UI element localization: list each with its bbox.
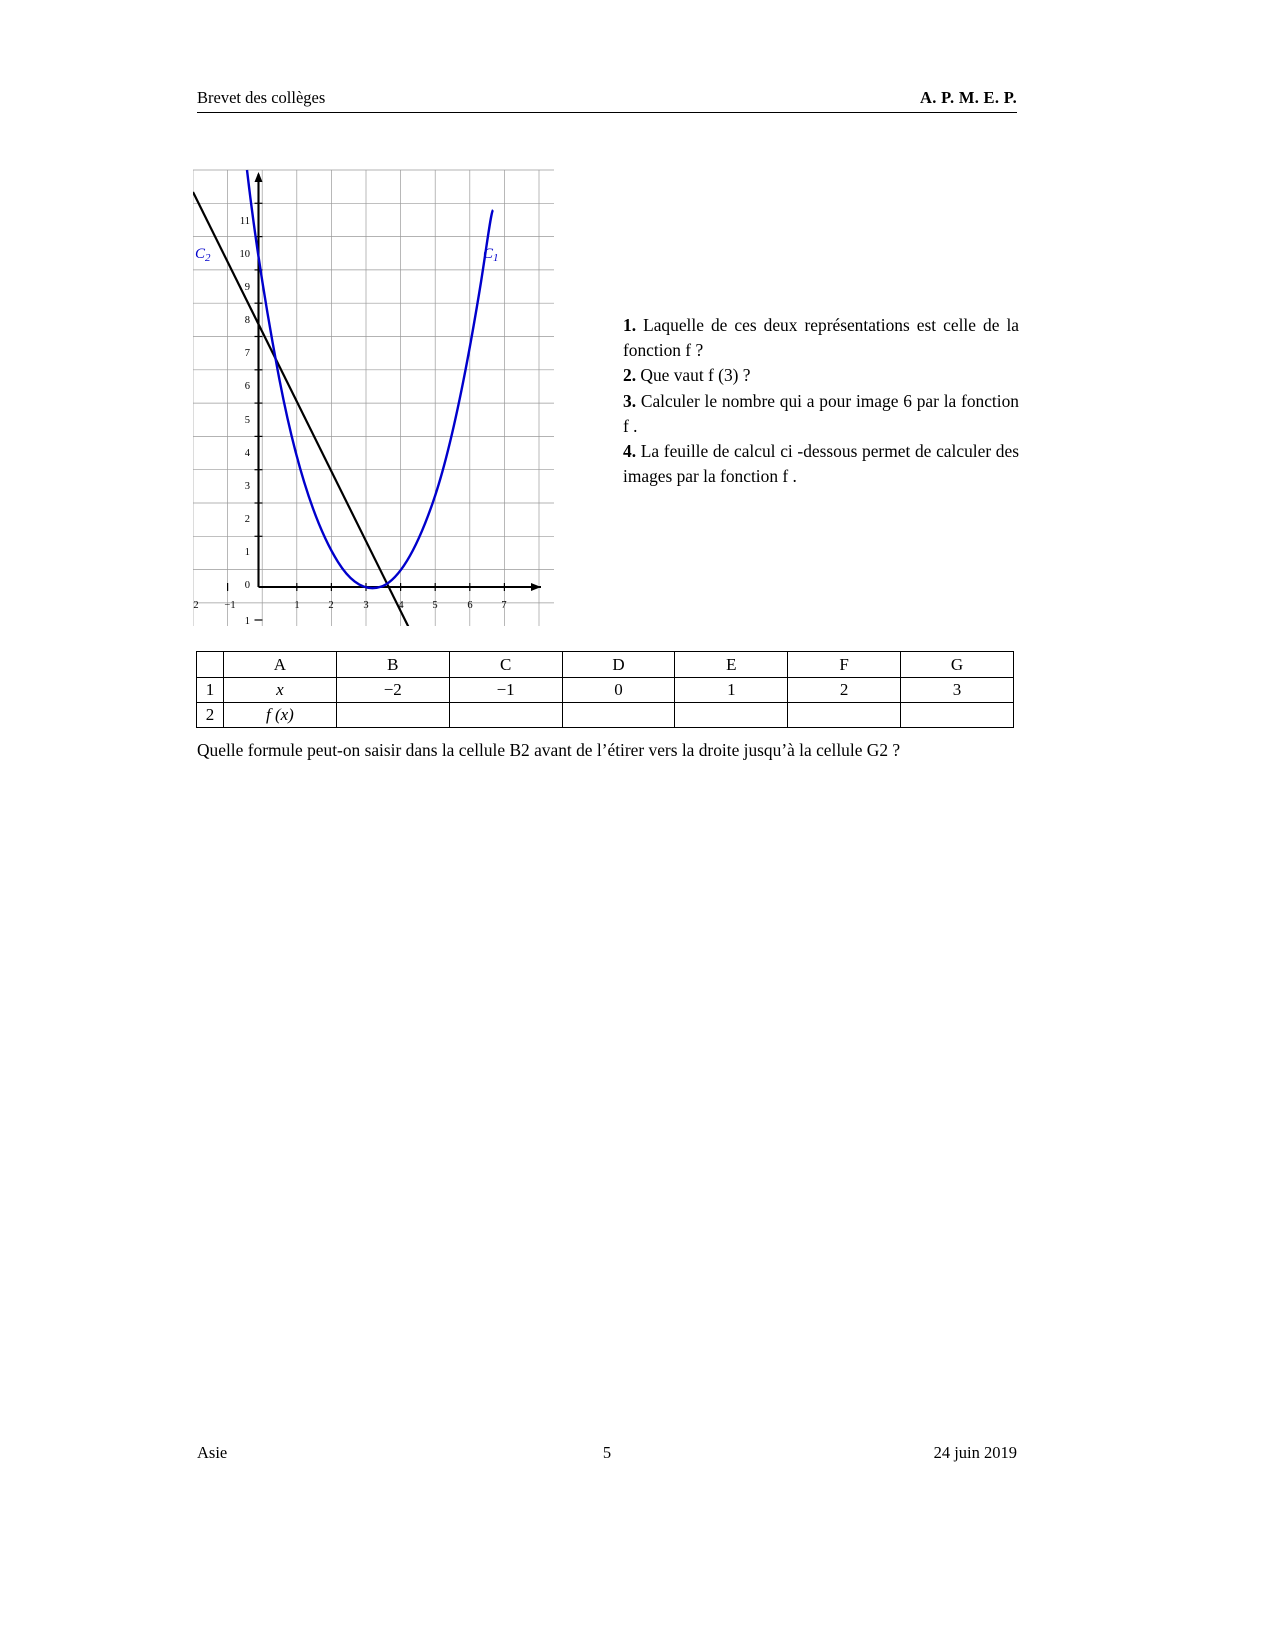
question-list [623, 313, 1019, 490]
svg-text:6: 6 [244, 381, 250, 392]
question-4-text: La feuille de calcul ci -dessous permet de calculer des images par la fonction f . [623, 441, 1019, 487]
svg-text:1: 1 [294, 600, 300, 611]
svg-text:7: 7 [501, 600, 507, 611]
column-header-a: A [223, 652, 336, 678]
svg-text:8: 8 [244, 315, 250, 326]
cell-e2[interactable] [675, 703, 788, 728]
question-1-text: Laquelle de ces deux représentations est celle de la fonction f ? [623, 315, 1019, 361]
row-header-1: 1 [197, 678, 224, 703]
footer-page-number: 5 [602, 1443, 612, 1462]
question-3-number: 3. [623, 390, 637, 411]
final-prompt: Quelle formule peut-on saisir dans la cellule B2 avant de l’étirer vers la droite jusqu’à la cellule G2 ? [197, 740, 901, 760]
table-row [197, 703, 1014, 728]
row-header-2: 2 [197, 703, 224, 728]
graph-svg [193, 162, 555, 626]
x-axis-arrow [531, 583, 541, 591]
page-header [197, 88, 1017, 108]
svg-text:10: 10 [239, 249, 250, 260]
header-divider [197, 112, 1017, 113]
cell-a2[interactable]: f (x) [223, 703, 336, 728]
header-right-text: A. P. M. E. P. [920, 88, 1017, 107]
question-2-text: Que vaut f (3) ? [640, 365, 751, 386]
cell-c1[interactable]: −1 [449, 678, 562, 703]
svg-text:0: 0 [244, 580, 250, 591]
svg-text:11: 11 [239, 216, 250, 227]
question-1 [623, 313, 1019, 363]
table-row-header [197, 652, 1014, 678]
svg-text:3: 3 [244, 481, 250, 492]
curve-label-c1: $C_1$ [483, 246, 499, 264]
column-header-f: F [788, 652, 901, 678]
svg-text:3: 3 [363, 600, 369, 611]
page-footer [197, 1443, 1017, 1463]
column-header-e: E [675, 652, 788, 678]
cell-c2[interactable] [449, 703, 562, 728]
footer-right: 24 juin 2019 [933, 1443, 1017, 1462]
question-4 [623, 439, 1019, 489]
cell-f2[interactable] [788, 703, 901, 728]
function-graph [193, 162, 555, 626]
cell-b1[interactable]: −2 [336, 678, 449, 703]
cell-d2[interactable] [562, 703, 675, 728]
axes [259, 174, 542, 587]
column-header-c: C [449, 652, 562, 678]
svg-text:4: 4 [244, 448, 250, 459]
footer-left: Asie [197, 1443, 228, 1462]
cell-corner [197, 652, 224, 678]
svg-text:2: 2 [328, 600, 334, 611]
column-header-d: D [562, 652, 675, 678]
svg-text:9: 9 [244, 282, 250, 293]
cell-g1[interactable]: 3 [901, 678, 1014, 703]
cell-e1[interactable]: 1 [675, 678, 788, 703]
table-row [197, 678, 1014, 703]
column-header-g: G [901, 652, 1014, 678]
question-3 [623, 389, 1019, 439]
question-3-text: Calculer le nombre qui a pour image 6 par la fonction f . [623, 390, 1019, 436]
cell-f1[interactable]: 2 [788, 678, 901, 703]
svg-text:4: 4 [398, 600, 404, 611]
question-2-number: 2. [623, 365, 637, 386]
question-4-number: 4. [623, 441, 637, 462]
svg-text:2: 2 [193, 600, 199, 611]
question-1-number: 1. [623, 315, 637, 335]
curve-c2-line [193, 192, 412, 626]
svg-text:1: 1 [244, 616, 250, 626]
cell-a1[interactable]: x [223, 678, 336, 703]
curve-label-c2: $C_2$ [195, 246, 211, 264]
cell-d1[interactable]: 0 [562, 678, 675, 703]
y-axis-arrow [255, 172, 263, 182]
svg-text:−1: −1 [224, 600, 236, 611]
svg-text:7: 7 [244, 348, 250, 359]
svg-text:2: 2 [244, 514, 250, 525]
cell-b2[interactable] [336, 703, 449, 728]
svg-text:6: 6 [467, 600, 473, 611]
question-2 [623, 363, 1019, 388]
svg-text:1: 1 [244, 547, 250, 558]
svg-text:5: 5 [244, 415, 250, 426]
spreadsheet-table [196, 651, 1014, 728]
cell-g2[interactable] [901, 703, 1014, 728]
header-left-text: Brevet des collèges [197, 88, 326, 107]
x-tick-labels [193, 600, 506, 611]
svg-text:5: 5 [432, 600, 438, 611]
column-header-b: B [336, 652, 449, 678]
y-tick-labels [240, 216, 251, 626]
